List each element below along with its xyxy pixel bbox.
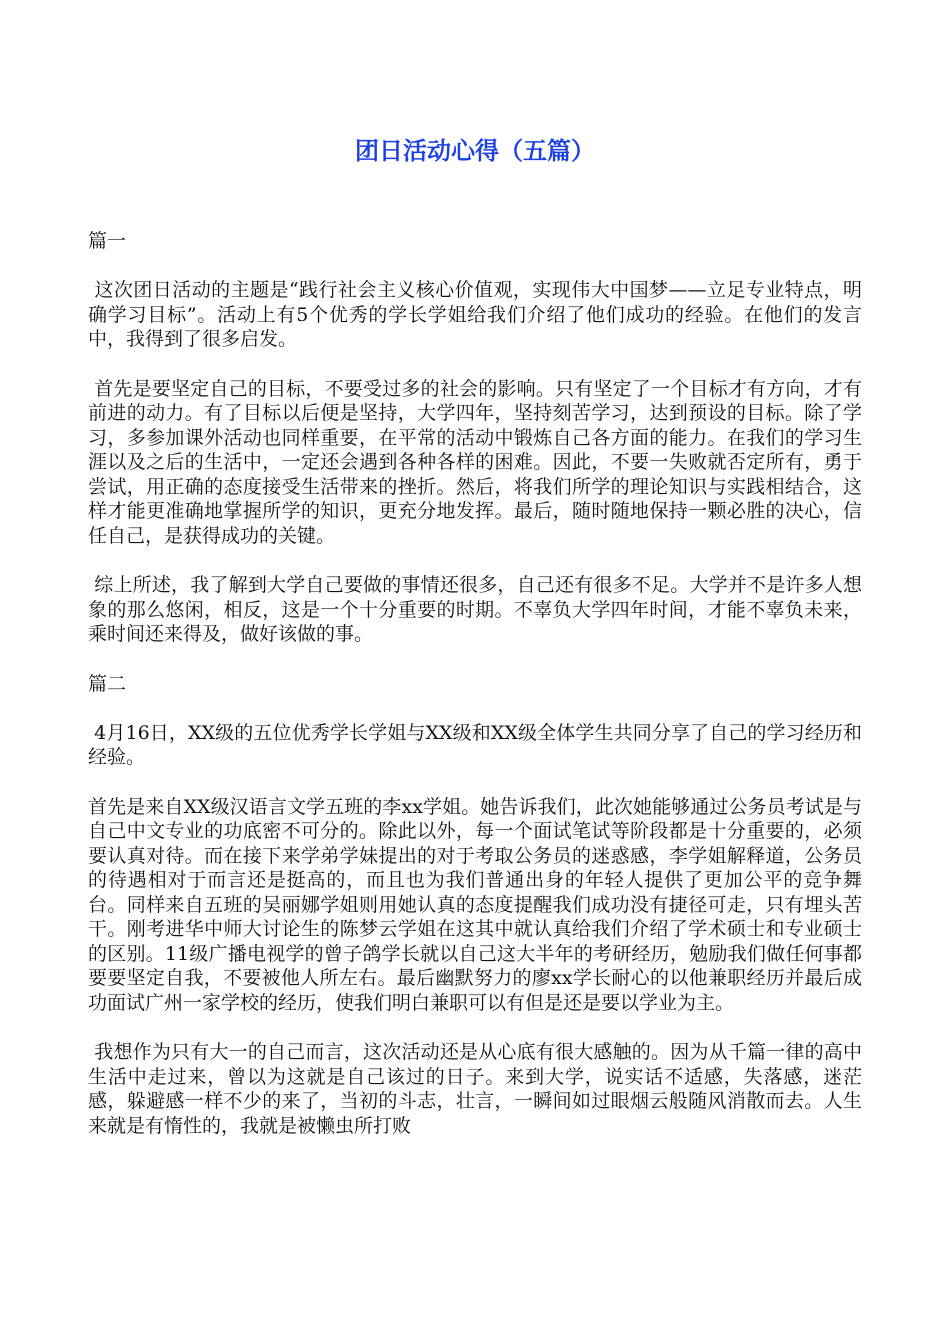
spacer <box>88 167 862 229</box>
paragraph: 4月16日，XX级的五位优秀学长学姐与XX级和XX级全体学生共同分享了自己的学习经历和经验。 <box>88 721 862 768</box>
paragraph: 首先是要坚定自己的目标，不要受过多的社会的影响。只有坚定了一个目标才有方向，才有前进的动力。有了目标以后便是坚持，大学四年，坚持刻苦学习，达到预设的目标。除了学习，多参加课外活动也同样重要，在平常的活动中锻炼自己各方面的能力。在我们的学习生涯以及之后的生活中，一定还会遇到各种各样的困难。因此，不要一失败就否定所有，勇于尝试，用正确的态度接受生活带来的挫折。然后，将我们所学的理论知识与实践相结合，这样才能更准确地掌握所学的知识，更充分地发挥。最后，随时随地保持一颗必胜的决心，信任自己，是获得成功的关键。 <box>88 377 862 547</box>
document-title: 团日活动心得（五篇） <box>355 137 595 165</box>
section-1 <box>88 229 862 647</box>
section-heading: 篇一 <box>88 230 127 252</box>
paragraph: 这次团日活动的主题是“践行社会主义核心价值观，实现伟大中国梦——立足专业特点，明确学习目标”。活动上有5个优秀的学长学姐给我们介绍了他们成功的经验。在他们的发言中，我得到了很多启发。 <box>88 279 862 350</box>
paragraph: 我想作为只有大一的自己而言，这次活动还是从心底有很大感触的。因为从千篇一律的高中生活中走过来，曾以为这就是自己该过的日子。来到大学，说实话不适感，失落感，迷茫感，躲避感一样不少的来了，当初的斗志，壮言，一瞬间如过眼烟云般随风消散而去。人生来就是有惰性的，我就是被懒虫所打败 <box>88 1041 862 1137</box>
paragraph: 综上所述，我了解到大学自己要做的事情还很多，自己还有很多不足。大学并不是许多人想象的那么悠闲，相反，这是一个十分重要的时期。不辜负大学四年时间，才能不辜负未来，乘时间还来得及，做好该做的事。 <box>88 574 862 645</box>
section-heading: 篇二 <box>88 672 127 695</box>
section-2 <box>88 672 862 1139</box>
paragraph: 首先是来自XX级汉语言文学五班的李xx学姐。她告诉我们，此次她能够通过公务员考试是与自己中文专业的功底密不可分的。除此以外，每一个面试笔试等阶段都是十分重要的，必须要认真对待。而在接下来学弟学妹提出的对于考取公务员的迷惑感，李学姐解释道，公务员的待遇相对于而言还是挺高的，而且也为我们普通出身的年轻人提供了更加公平的竞争舞台。同样来自五班的吴丽娜学姐则用她认真的态度提醒我们成功没有捷径可走，只有埋头苦干。刚考进华中师大讨论生的陈梦云学姐在这其中就认真给我们介绍了学术硕士和专业硕士的区别。11级广播电视学的曾子鸽学长就以自己这大半年的考研经历，勉励我们做任何事都要要坚定自我，不要被他人所左右。最后幽默努力的廖xx学长耐心的以他兼职经历并最后成功面试广州一家学校的经历，使我们明白兼职可以有但是还是要以学业为主。 <box>88 795 862 1014</box>
